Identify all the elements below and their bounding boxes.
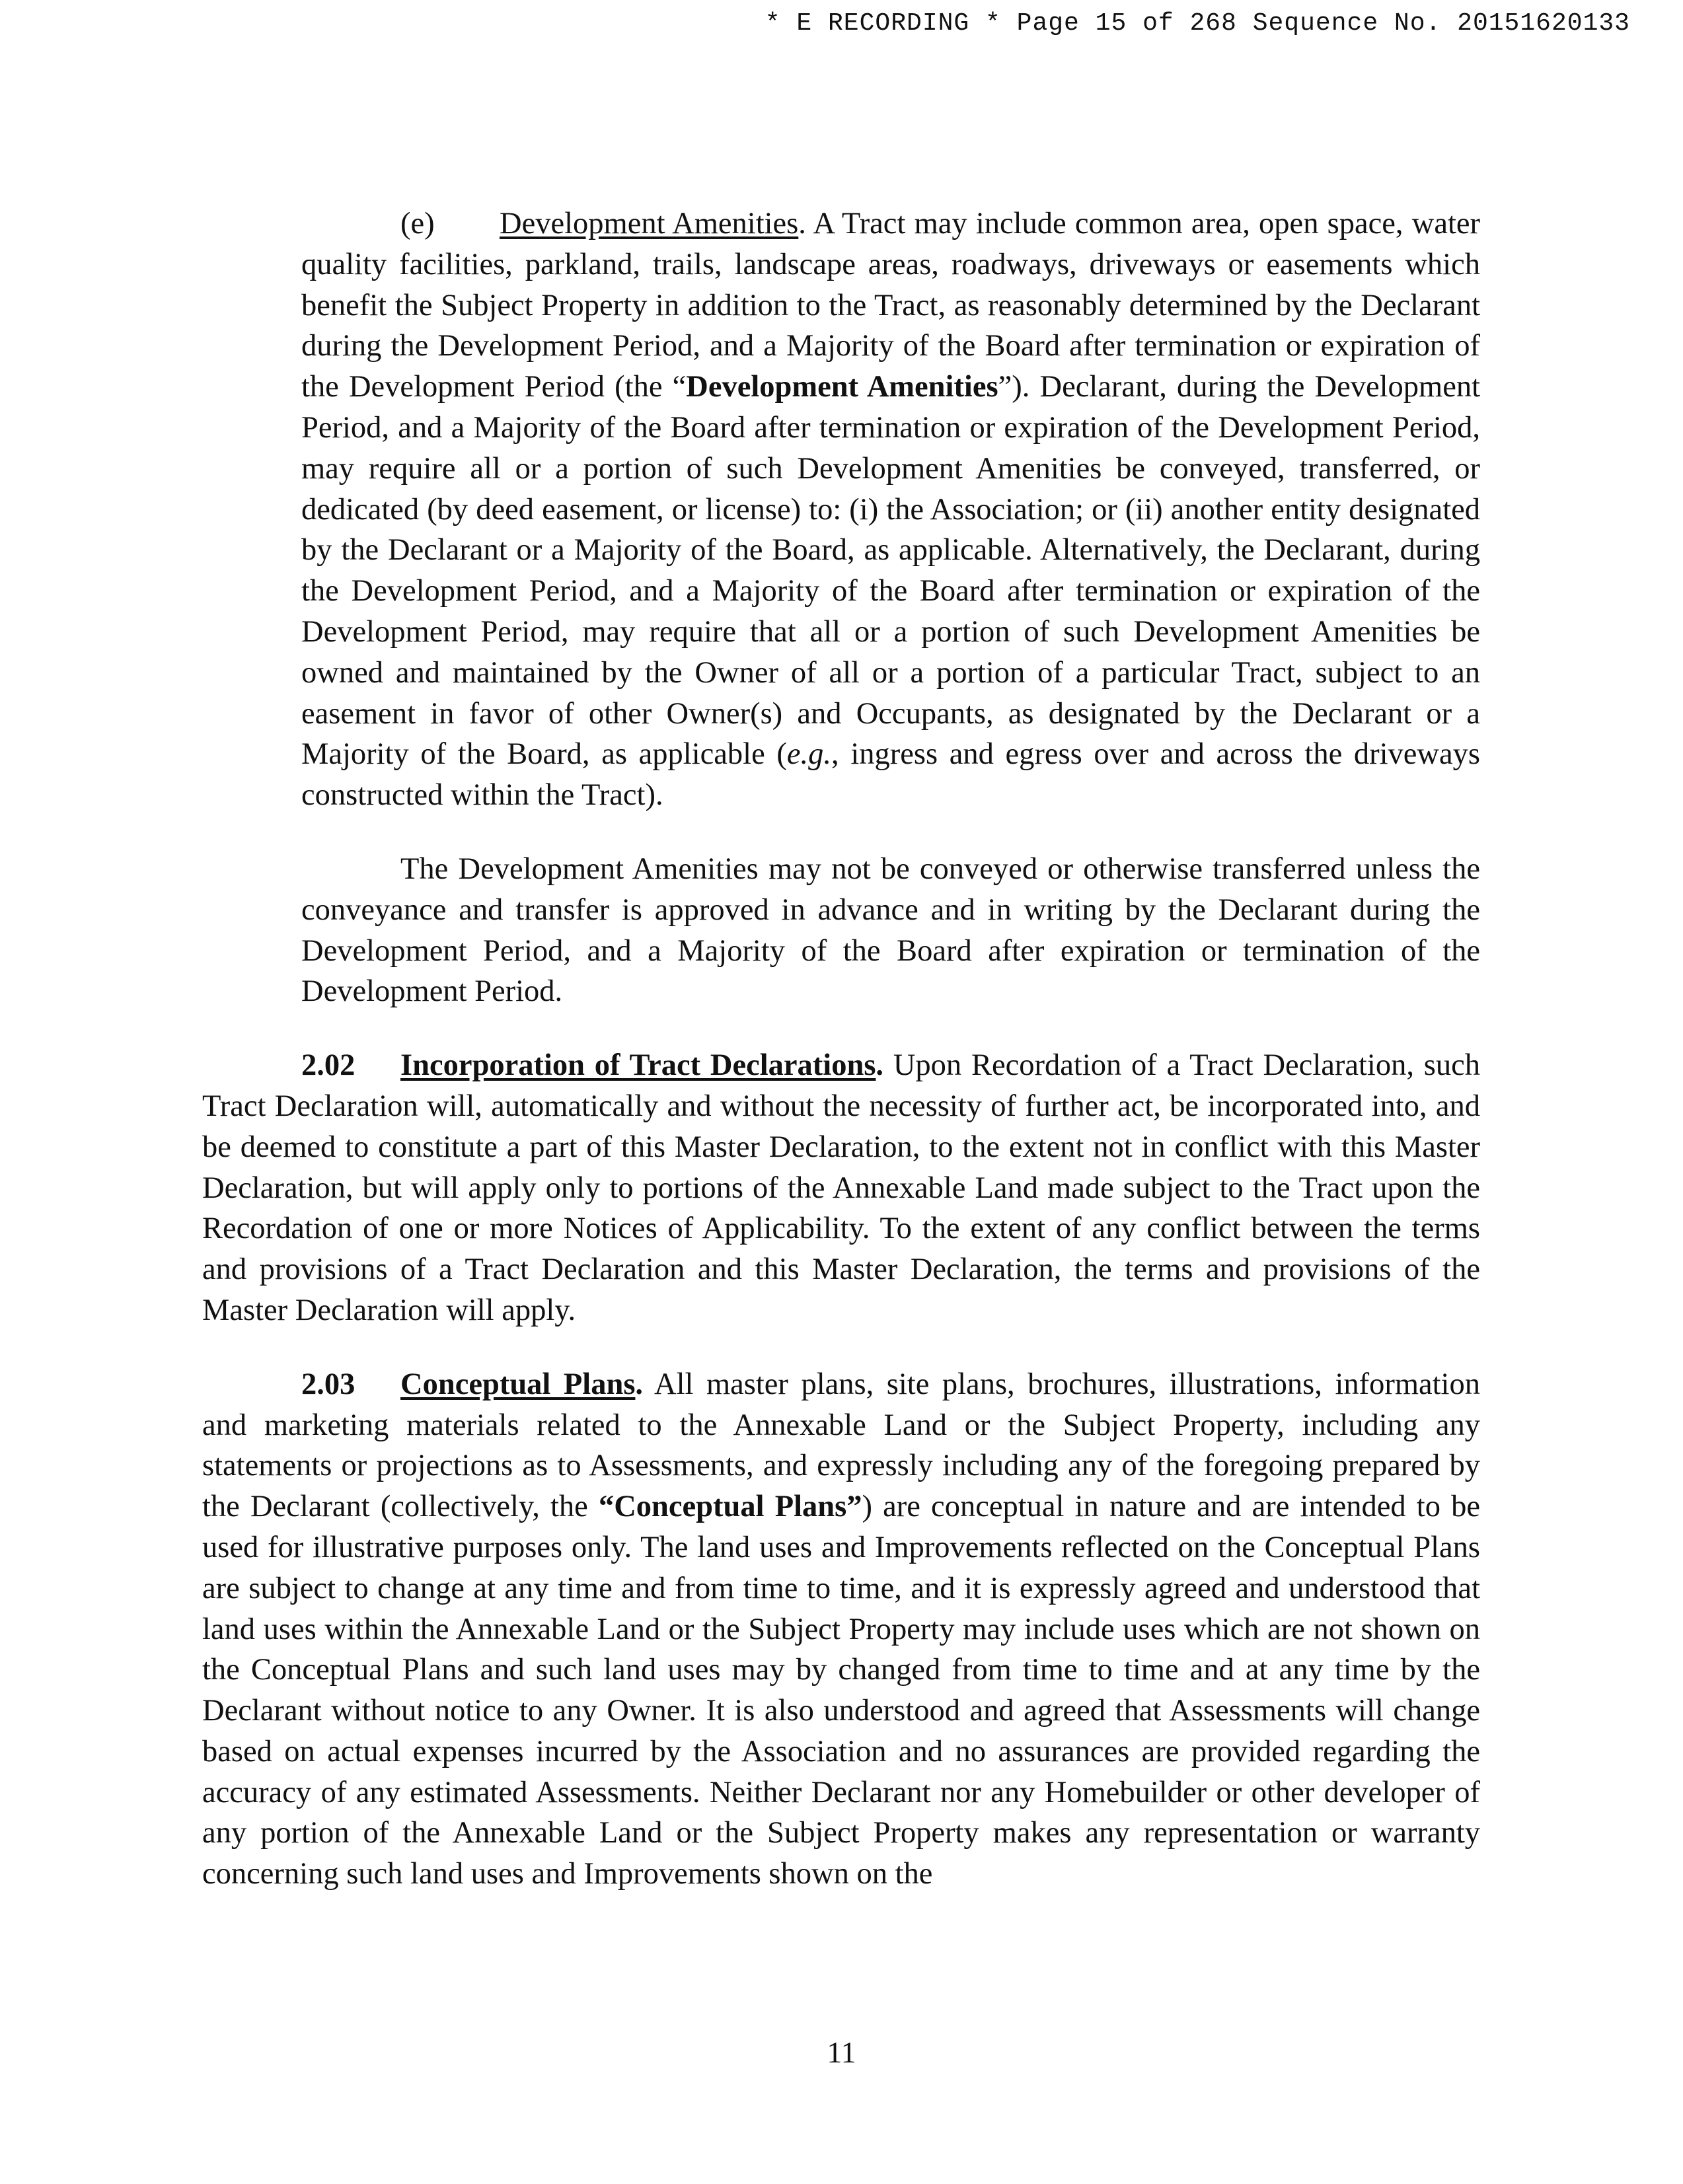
section-2-02-heading: Incorporation of Tract Declarations bbox=[400, 1048, 876, 1083]
section-2-03-heading-period: . bbox=[635, 1367, 644, 1401]
section-e-heading-period: . bbox=[798, 207, 806, 240]
section-e-defined-term: Development Amenities bbox=[686, 370, 998, 404]
development-amenities-paragraph: The Development Amenities may not be conveyed or otherwise transferred unless the conveyance and transfer is approved in advance and in writing by the Declarant during the Development Period, and a Majority of the Board after expiration or termination of the Development Period. bbox=[301, 852, 1480, 1009]
section-2-02-text: Upon Recordation of a Tract Declaration, such Tract Declaration will, automatically and without the necessity of further act, be incorporated into, and be deemed to constitute a part of this Master Declaration, to the extent not in conflict with this Master Declaration, but will apply only to portions of the Annexable Land made subject to the Tract upon the Recordation of one or more Notices of Applicability. To the extent of any conflict between the terms and provisions of a Tract Declaration and this Master Declaration, the terms and provisions of the Master Declaration will apply. bbox=[202, 1048, 1481, 1327]
document-body bbox=[202, 203, 1480, 1895]
section-e-heading: Development Amenities bbox=[500, 207, 799, 240]
section-2-03-text-2: ) are conceptual in nature and are intended to be used for illustrative purposes only. The land uses and Improvements reflected on the Conceptual Plans are subject to change at any time and from time to time, and it is expressly agreed and understood that land uses within the Annexable Land or the Subject Property may include uses which are not shown on the Conceptual Plans and such land uses may by changed from time to time and at any time by the Declarant without notice to any Owner. It is also understood and agreed that Assessments will change based on actual expenses incurred by the Association and no assurances are provided regarding the accuracy of any estimated Assessments. Neither Declarant nor any Homebuilder or other developer of any portion of the Annexable Land or the Subject Property makes any representation or warranty concerning such land uses and Improvements shown on the bbox=[202, 1490, 1480, 1891]
section-2-02-heading-period: . bbox=[876, 1048, 884, 1083]
section-e-text-1: A Tract may include common area, open space, water quality facilities, parkland, trails, landscape areas, roadways, driveways or easements which benefit the Subject Property in addition to the Tract, as reasonably determined by the Declarant during the Development Period, and a Majority of the Board after termination or expiration of the Development Period (the “ bbox=[301, 207, 1480, 404]
section-2-02-paragraph bbox=[202, 1045, 1480, 1331]
page-number: 11 bbox=[827, 2035, 856, 2069]
section-2-03-paragraph bbox=[202, 1364, 1480, 1895]
section-e-label: (e) bbox=[400, 207, 435, 240]
section-2-03-number: 2.03 bbox=[301, 1367, 355, 1401]
section-e-paragraph bbox=[301, 203, 1480, 816]
section-2-03-heading: Conceptual Plans bbox=[400, 1367, 636, 1401]
section-2-03-text-1: All master plans, site plans, brochures, illustrations, information and marketing materials related to the Annexable Land or the Subject Property, including any statements or projections as to Assessments, and expressly including any of the foregoing prepared by the Declarant (collectively, the bbox=[202, 1367, 1480, 1524]
section-2-02-number: 2.02 bbox=[301, 1048, 355, 1083]
section-2-03-defined-term: “Conceptual Plans” bbox=[598, 1490, 862, 1524]
section-e-text-3: , ingress and egress over and across the driveways constructed within the Tract). bbox=[301, 737, 1480, 813]
section-e-eg: e.g. bbox=[786, 737, 832, 772]
section-e-text-2: ”). Declarant, during the Development Period, and a Majority of the Board after termination or expiration of the Development Period, may require all or a portion of such Development Amenities be conveyed, transferred, or dedicated (by deed easement, or license) to: (i) the Association; or (ii) another entity designated by the Declarant or a Majority of the Board, as applicable. Alternatively, the Declarant, during the Development Period, and a Majority of the Board after termination or expiration of the Development Period, may require that all or a portion of such Development Amenities be owned and maintained by the Owner of all or a portion of a particular Tract, subject to an easement in favor of other Owner(s) and Occupants, as designated by the Declarant or a Majority of the Board, as applicable ( bbox=[301, 370, 1480, 772]
recording-header: * E RECORDING * Page 15 of 268 Sequence No. 20151620133 bbox=[765, 9, 1630, 38]
